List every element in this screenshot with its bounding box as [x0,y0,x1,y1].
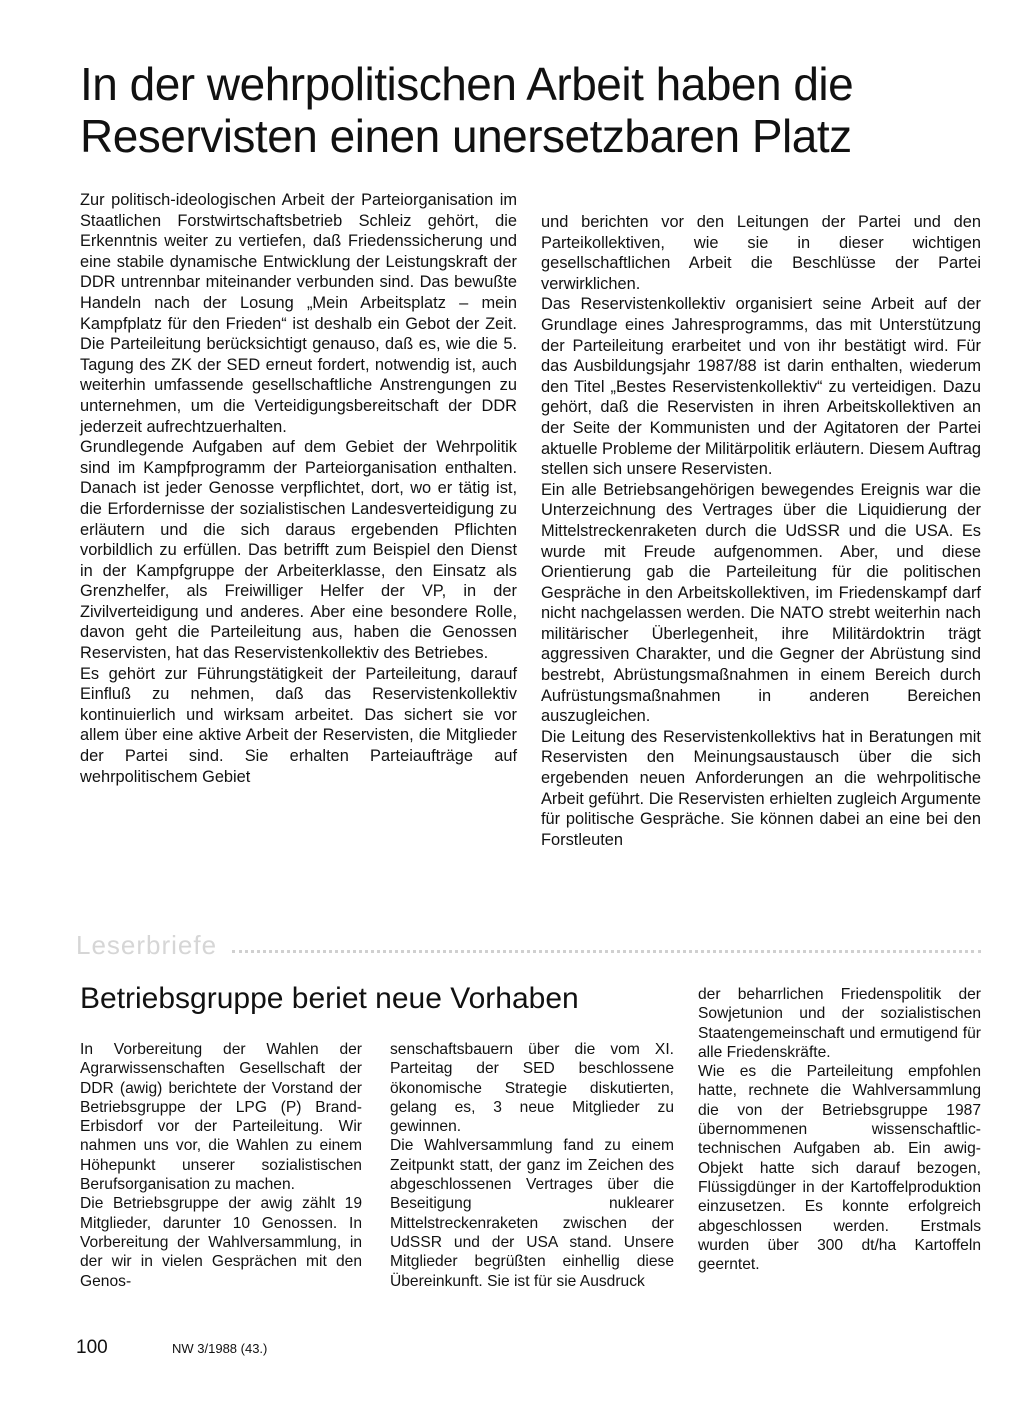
article-column-1 [80,190,517,787]
letter-headline: Betriebsgruppe beriet neue Vorhaben [80,982,579,1015]
paragraph: Ein alle Betriebsangehörigen bewegendes Ereignis war die Unterzeichnung des Vertrages über die Liquidierung der Mittelstreckenraketen durch die UdSSR und die USA. Es wurde mit Freude aufgenommen. Aber, und diese Orientierung gab die Parteileitung für die politischen Gespräche in den Arbeitskollektiven, im Friedenskampf darf nicht nachgelassen werden. Die NATO strebt weiterhin nach militärischer Überlegenheit, ihre Militärdoktrin trägt aggressiven Charakter, und die Gegner der Abrüstung sind bestrebt, Abrüstungsmaßnahmen in einem Bereich durch Aufrüstungsmaßnahmen in anderen Bereichen auszugleichen. [541,480,981,726]
section-divider [232,950,981,953]
paragraph: Die Wahlversammlung fand zu einem Zeitpunkt statt, der ganz im Zeichen des abgeschlossenen Vertrages über die Beseitigung nuklearer Mittelstreckenraketen zwischen der UdSSR und der USA stand. Unsere Mitglieder begrüßten einhellig diese Übereinkunft. Sie ist für sie Ausdruck [390,1137,674,1290]
paragraph: Das Reservistenkollektiv organisiert seine Arbeit auf der Grundlage eines Jahresprogramms, das mit Unterstützung der Parteileitung erarbeitet und von ihr bestätigt wird. Für das Ausbildungsjahr 1987/88 ist darin enthalten, wiederum den Titel „Bestes Reservistenkollektiv“ zu verteidigen. Dazu gehört, daß die Reservisten in ihren Arbeitskollektiven an der Seite der Kommunisten und der Agitatoren der Partei aktuelle Probleme der Militärpolitik erläutern. Diesem Auftrag stellen sich unsere Reservisten. [541,295,982,479]
paragraph: Zur politisch-ideologischen Arbeit der Parteiorganisation im Staatlichen Forstwirtschaftsbetrieb Schleiz gehört, die Erkenntnis weiter zu vertiefen, daß Friedenssicherung und eine stabile dynamische Entwicklung der Leistungskraft der DDR untrennbar miteinander verbunden sind. Das bewußte Handeln nach der Losung „Mein Arbeitsplatz – mein Kampfplatz für den Frieden“ ist deshalb ein Gebot der Zeit. Die Parteileitung berücksichtigt genauso, daß es, wie die 5. Tagung des ZK der SED erneut fordert, notwendig ist, auch weiterhin umfassende gesellschaftliche Anstrengungen zu unternehmen, um die Verteidigungsbereitschaft der DDR jederzeit aufrechtzuerhalten. [80,191,517,436]
page-number: 100 [76,1337,108,1358]
letter-column-3 [698,985,981,1274]
paragraph: senschaftsbauern über die vom XI. Parteitag der SED beschlossene ökonomische Strategie diskutierten, gelang es, 3 neue Mitglieder zu gewinnen. [390,1041,674,1136]
section-header [76,930,981,960]
letter-column-1 [80,1040,362,1291]
paragraph: Die Betriebsgruppe der awig zählt 19 Mitglieder, darunter 10 Genossen. In Vorbereitung der Wahlversammlung, in der wir in vielen Gesprächen mit den Genos- [80,1195,362,1290]
paragraph: und berichten vor den Leitungen der Partei und den Parteikollektiven, wie sie in dieser wichtigen gesellschaftlichen Arbeit die Beschlüsse der Partei verwirklichen. [541,213,981,293]
paragraph: Es gehört zur Führungstätigkeit der Parteileitung, darauf Einfluß zu nehmen, daß das Reservistenkollektiv kontinuierlich und wirksam arbeitet. Das sichert sie vor allem über eine aktive Arbeit der Reservisten, die Mitglieder der Partei sind. Sie erhalten Parteiaufträge auf wehrpolitischem Gebiet [80,664,517,786]
paragraph: In Vorbereitung der Wahlen der Agrarwissenschaften Gesellschaft der DDR (awig) berichtete der Vorstand der Betriebsgruppe der LPG (P) Brand-Erbisdorf vor der Parteileitung. Wir nahmen uns vor, die Wahlen zu einem Höhepunkt unserer sozialistischen Berufsorganisation zu machen. [80,1041,362,1194]
article-column-2 [541,212,981,850]
paragraph: Die Leitung des Reservistenkollektivs hat in Beratungen mit Reservisten den Meinungsaustausch über die sich ergebenden neuen Anforderungen an die wehrpolitische Arbeit geführt. Die Reservisten erhielten zugleich Argumente für politische Gespräche. Sie können dabei an eine bei den Forstleuten [541,727,981,849]
section-label: Leserbriefe [76,930,218,960]
paragraph: Grundlegende Aufgaben auf dem Gebiet der Wehrpolitik sind im Kampfprogramm der Parteiorganisation enthalten. Danach ist jeder Genosse verpflichtet, dort, wo er tätig ist, die Erfordernisse der sozialistischen Landesverteidigung zu erläutern und die sich daraus ergebenden Pflichten vorbildlich zu erfüllen. Das betrifft zum Beispiel den Dienst in der Kampfgruppe der Arbeiterklasse, den Einsatz als Grenzhelfer, als Freiwilliger Helfer der VP, in der Zivilverteidigung und anderes. Aber eine besondere Rolle, davon geht die Parteileitung aus, haben die Genossen Reservisten, hat das Reservistenkollektiv des Betriebes. [80,438,517,663]
letter-column-2 [390,1040,674,1291]
article-headline: In der wehrpolitischen Arbeit haben die Reservisten einen unersetzbaren Platz [80,58,854,162]
paragraph: Wie es die Parteileitung empfohlen hatte, rechnete die Wahlversammlung die von der Betriebsgruppe 1987 übernommenen wissenschaftlic-technischen Aufgaben ab. Ein awig-Objekt hatte sich darauf bezogen, Flüssigdünger in der Kartoffelproduktion einzusetzen. Es konnte erfolgreich abgeschlossen werden. Erstmals wurden über 300 dt/ha Kartoffeln geerntet. [698,1063,981,1274]
paragraph: der beharrlichen Friedenspolitik der Sowjetunion und der sozialistischen Staatengemeinschaft und ermutigend für alle Friedenskräfte. [698,986,981,1061]
issue-reference: NW 3/1988 (43.) [172,1341,268,1356]
